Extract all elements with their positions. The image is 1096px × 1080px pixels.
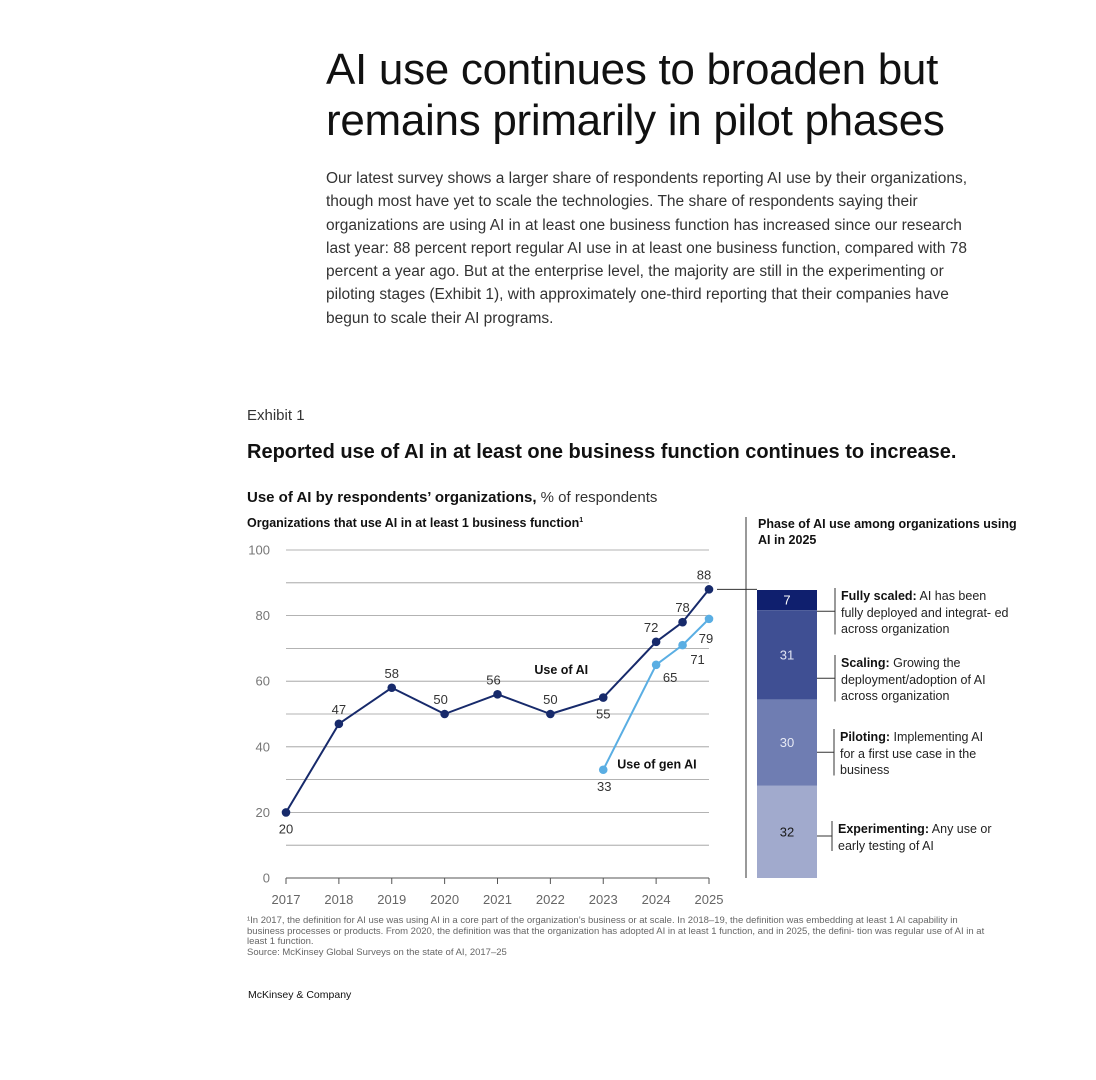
data-point — [599, 765, 608, 774]
exhibit-label: Exhibit 1 — [247, 407, 305, 424]
phase-annotation — [840, 729, 990, 779]
stacked-bar-title: Phase of AI use among organizations using AI in 2025 — [758, 517, 1017, 547]
data-point — [678, 618, 687, 627]
phase-annotation — [838, 821, 998, 854]
chart-heading-unit: % of respondents — [536, 489, 658, 506]
segment-value-label: 7 — [783, 592, 791, 608]
y-tick-label: 60 — [255, 673, 270, 689]
footnotes — [247, 916, 987, 958]
data-point — [705, 615, 714, 624]
exhibit-title: Reported use of AI in at least one business function continues to increase. — [247, 441, 957, 463]
data-point — [652, 638, 661, 647]
intro-paragraph: Our latest survey shows a larger share of respondents reporting AI use by their organizations, though most have yet to scale the technologies. The share of respondents saying their organizations are using AI in at least one business function has increased since our research last year: 88 percent report regular AI use in at least one business function, compared with 78 percent a year ago. But at the enterprise level, the majority are still in the experimenting or piloting stages (Exhibit 1), with approximately one-third reporting that their companies have begun to scale their AI programs. — [326, 170, 968, 327]
x-tick-label: 2019 — [377, 892, 407, 907]
segment-value-label: 31 — [779, 647, 795, 663]
phase-description: AI has been fully deployed and integrat- ed across organization — [841, 589, 1009, 636]
x-tick-label: 2021 — [483, 892, 512, 907]
x-tick-label: 2017 — [271, 892, 301, 907]
data-label: 88 — [696, 567, 712, 583]
data-label: 56 — [486, 672, 501, 688]
data-label: 33 — [597, 778, 612, 794]
data-point — [705, 585, 714, 594]
brand-logo-text: McKinsey & Company — [248, 989, 352, 1001]
footnote-marker: 1 — [579, 516, 584, 524]
x-tick-label: 2023 — [588, 892, 618, 907]
data-label: 47 — [331, 701, 347, 717]
phase-description: Any use or early testing of AI — [838, 822, 992, 853]
data-label: 65 — [662, 669, 678, 685]
data-label: 50 — [543, 692, 558, 707]
data-point — [387, 683, 396, 692]
phase-label: Scaling: — [841, 656, 890, 670]
x-tick-label: 2018 — [324, 892, 354, 907]
series-label: Use of gen AI — [617, 757, 697, 772]
data-point — [652, 661, 661, 670]
series-label: Use of AI — [534, 663, 589, 678]
data-point — [599, 693, 608, 702]
phase-label: Piloting: — [840, 730, 890, 744]
data-point — [493, 690, 502, 699]
data-label: 78 — [675, 600, 690, 616]
segment-value-label: 30 — [779, 735, 795, 751]
y-tick-label: 80 — [255, 608, 270, 624]
data-point — [546, 710, 555, 719]
data-label: 20 — [278, 821, 294, 837]
data-point — [335, 720, 344, 729]
data-point — [282, 808, 291, 817]
data-label: 55 — [596, 706, 611, 722]
y-tick-label: 20 — [255, 804, 270, 820]
data-label: 79 — [698, 630, 714, 646]
data-label: 58 — [384, 665, 399, 681]
phase-description: Implementing AI for a first use case in the business — [840, 730, 984, 777]
phase-label: Fully scaled: — [841, 589, 917, 603]
line-chart-title-text: Organizations that use AI in at least 1 business function — [247, 516, 580, 530]
phase-description: Growing the deployment/adoption of AI across organization — [841, 656, 986, 703]
y-tick-label: 100 — [248, 542, 270, 558]
source-note: Source: McKinsey Global Surveys on the state of AI, 2017–25 — [247, 946, 507, 958]
y-tick-label: 40 — [255, 739, 270, 755]
phase-annotation — [841, 655, 1001, 705]
data-point — [440, 710, 449, 719]
segment-value-label: 32 — [779, 824, 795, 840]
phase-annotation — [841, 588, 1011, 638]
x-tick-label: 2025 — [694, 892, 724, 907]
chart-heading-bold: Use of AI by respondents’ organizations, — [247, 489, 537, 506]
phase-label: Experimenting: — [838, 822, 929, 836]
page-headline: AI use continues to broaden but remains primarily in pilot phases — [326, 45, 945, 145]
footnote-1: ¹In 2017, the definition for AI use was using AI in a core part of the organization’s business or at scale. In 2018–19, the definition was embedding at least 1 AI capability in business processes or products. From 2020, the definition was that the organization has adopted AI in at least 1 function, and in 2025, the defini- tion was regular use of AI in at least 1 function. — [247, 915, 985, 948]
data-label: 71 — [690, 652, 705, 668]
y-tick-label: 0 — [262, 870, 270, 886]
data-point — [678, 641, 687, 650]
x-tick-label: 2020 — [430, 892, 460, 907]
data-label: 72 — [643, 619, 659, 635]
x-tick-label: 2022 — [535, 892, 565, 907]
x-tick-label: 2024 — [641, 892, 671, 907]
data-label: 50 — [433, 692, 448, 707]
